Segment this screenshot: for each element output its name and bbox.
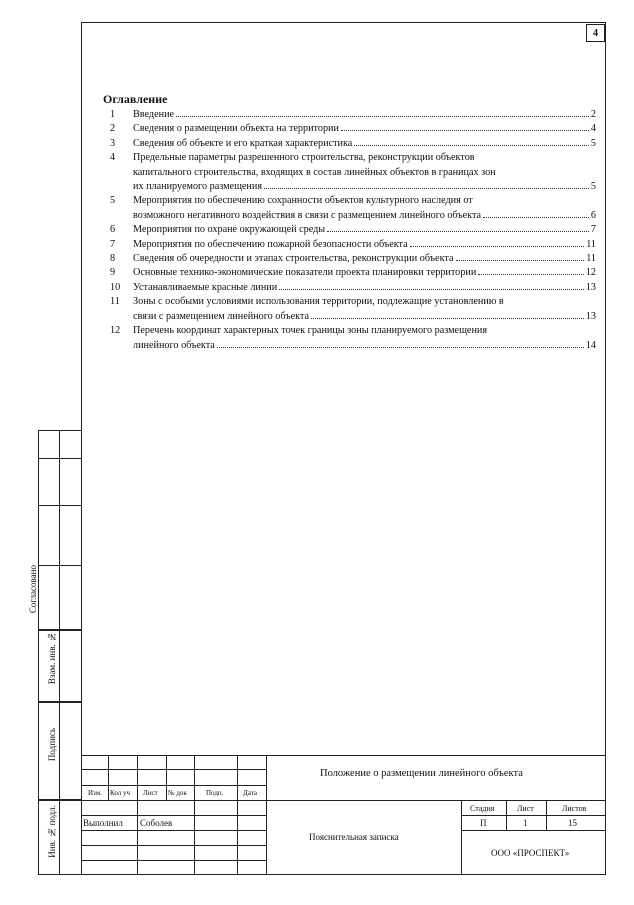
toc-leader-dots [264, 188, 589, 189]
toc-entry [110, 108, 596, 122]
toc-leader-dots [176, 116, 589, 117]
toc-entry-page: 11 [586, 238, 596, 250]
toc-entry [110, 194, 596, 223]
toc-entry-number: 7 [110, 238, 116, 250]
toc-entry-text: Предельные параметры разрешенного строительства, реконструкции объектов [133, 152, 475, 164]
signature-label: Подпись [47, 728, 57, 762]
organization: ООО «ПРОСПЕКТ» [491, 848, 570, 858]
toc-entry-page: 13 [585, 281, 596, 293]
toc-entry-number: 8 [110, 253, 116, 265]
toc-entry-number: 1 [110, 109, 116, 120]
toc-entry-text: Мероприятия по обеспечению сохранности объектов культурного наследия от [133, 195, 473, 207]
toc-entry-text: линейного объекта [133, 339, 215, 351]
role-performer: Выполнил [83, 818, 123, 828]
toc-entry-number: 10 [110, 281, 121, 293]
toc-entry [110, 151, 596, 194]
toc-entry-page: 14 [585, 339, 596, 351]
toc-entry-number: 4 [110, 152, 116, 164]
performer-name: Соболев [140, 818, 173, 828]
toc-entry-text: Устанавливаемые красные линии [133, 281, 278, 293]
toc-leader-dots [327, 231, 589, 232]
toc-entry [110, 281, 596, 295]
toc-entry [110, 266, 596, 280]
toc-leader-dots [456, 260, 585, 261]
side-stamp-signature [38, 702, 82, 800]
sheet-label: Лист [517, 804, 534, 813]
toc-entry [110, 223, 596, 237]
header-podp: Подп. [206, 789, 224, 797]
toc-entry-page: 7 [590, 224, 596, 236]
toc-entry-text: Основные технико-экономические показатели проекта планировки территории [133, 267, 477, 279]
inv-replace-label: Взам. инв. № [47, 632, 57, 685]
toc-entry-text: Мероприятия по охране окружающей среды [133, 224, 326, 236]
toc-entry [110, 122, 596, 136]
toc-entry [110, 238, 596, 252]
document-title: Положение о размещении линейного объекта [320, 768, 523, 779]
toc-entry-text: Перечень координат характерных точек границы зоны планируемого размещения [133, 325, 488, 337]
toc-entry-text: Сведения об объекте и его краткая характеристика [133, 137, 353, 149]
toc-entry-text: Мероприятия по обеспечению пожарной безопасности объекта [133, 238, 408, 250]
toc-entry-number: 6 [110, 224, 116, 236]
toc-entry-page: 6 [590, 209, 596, 221]
sheets-label: Листов [562, 804, 587, 813]
toc-leader-dots [341, 130, 589, 131]
toc-leader-dots [354, 145, 589, 146]
toc-entry-page: 5 [590, 137, 596, 149]
toc-entry-page: 12 [585, 267, 596, 279]
header-izm: Изм. [88, 789, 102, 797]
toc-leader-dots [410, 246, 585, 247]
toc-entry [110, 137, 596, 151]
toc-entry [110, 324, 596, 353]
side-stamp-agreed [38, 430, 82, 630]
header-list: Лист [143, 789, 158, 797]
side-stamp-inv-replace [38, 630, 82, 702]
toc-entry-text: возможного негативного воздействия в связи с размещением линейного объекта [133, 209, 482, 221]
toc-leader-dots [478, 274, 584, 275]
toc-leader-dots [279, 289, 584, 290]
toc-entry-number: 9 [110, 267, 116, 279]
toc-entry-page: 13 [585, 310, 596, 322]
inv-original-label: Инв. № подл. [47, 805, 57, 858]
title-block-top [81, 755, 606, 756]
toc-entry [110, 252, 596, 266]
toc-entry-number: 12 [110, 325, 121, 337]
toc-title: Оглавление [103, 92, 168, 106]
toc-entry-text: Сведения об очередности и этапах строительства, реконструкции объекта [133, 253, 454, 265]
stage-value: П [480, 818, 487, 828]
stage-label: Стадия [470, 804, 495, 813]
header-n-dok: № док [168, 789, 187, 797]
sheet-value: 1 [523, 818, 528, 828]
agreed-label: Согласовано [28, 565, 38, 614]
table-of-contents [110, 108, 596, 353]
toc-entry [110, 295, 596, 324]
header-data: Дата [243, 789, 257, 797]
toc-entry-number: 3 [110, 137, 116, 149]
toc-entry-number: 2 [110, 123, 116, 135]
header-kol-uch: Кол уч [110, 789, 130, 797]
side-stamp-inv-original [38, 800, 82, 875]
toc-entry-number: 11 [110, 296, 120, 308]
page-number: 4 [586, 24, 605, 42]
sheets-value: 15 [568, 818, 577, 828]
toc-entry-page: 4 [590, 123, 596, 135]
doc-type: Пояснительная записка [309, 832, 399, 842]
toc-entry-text: Зоны с особыми условиями использования территории, подлежащие установлению в [133, 296, 504, 308]
toc-entry-text: связи с размещением линейного объекта [133, 310, 310, 322]
toc-leader-dots [217, 347, 584, 348]
toc-entry-page: 5 [590, 181, 596, 193]
toc-entry-text: капитального строительства, входящих в состав линейных объектов в границах зон [133, 166, 496, 178]
toc-leader-dots [311, 318, 584, 319]
toc-entry-page: 2 [590, 109, 596, 120]
toc-entry-text: Введение [133, 109, 175, 120]
toc-entry-text: Сведения о размещении объекта на территории [133, 123, 339, 135]
toc-entry-number: 5 [110, 195, 116, 207]
toc-entry-text: их планируемого размещения [133, 181, 263, 193]
toc-leader-dots [483, 217, 589, 218]
toc-entry-page: 11 [586, 253, 596, 265]
